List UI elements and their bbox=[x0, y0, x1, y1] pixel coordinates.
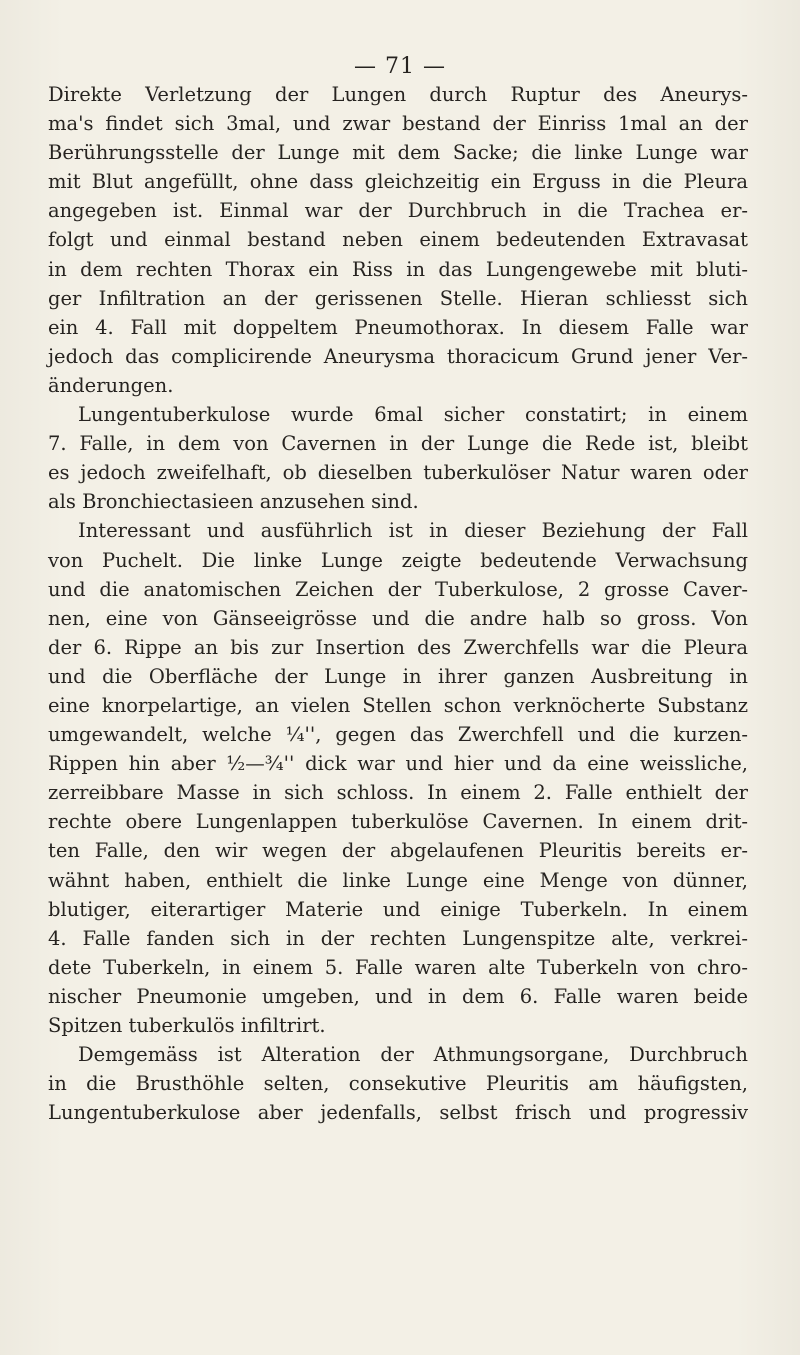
text-line: der 6. Rippe an bis zur Insertion des Zwerchfells war die Pleura bbox=[48, 635, 748, 659]
text-line: es jedoch zweifelhaft, ob dieselben tuberkulöser Natur waren oder bbox=[48, 461, 748, 485]
text-line: Demgemäss ist Alteration der Athmungsorgane, Durchbruch bbox=[78, 1043, 748, 1067]
text-line: von Puchelt. Die linke Lunge zeigte bedeutende Verwachsung bbox=[48, 548, 748, 572]
text-line: Interessant und ausführlich ist in dieser Beziehung der Fall bbox=[78, 519, 748, 543]
text-line: ein 4. Fall mit doppeltem Pneumothorax. In diesem Falle war bbox=[48, 315, 748, 339]
text-line: Berührungsstelle der Lunge mit dem Sacke; die linke Lunge war bbox=[48, 141, 748, 165]
text-line: blutiger, eiterartiger Materie und einige Tuberkeln. In einem bbox=[48, 897, 748, 921]
text-line: folgt und einmal bestand neben einem bedeutenden Extravasat bbox=[48, 228, 748, 252]
text-line: ten Falle, den wir wegen der abgelaufenen Pleuritis bereits er- bbox=[48, 839, 748, 863]
text-line: dete Tuberkeln, in einem 5. Falle waren alte Tuberkeln von chro- bbox=[48, 955, 748, 979]
text-line: ger Infiltration an der gerissenen Stelle. Hieran schliesst sich bbox=[48, 286, 748, 310]
text-line: mit Blut angefüllt, ohne dass gleichzeitig ein Erguss in die Pleura bbox=[48, 170, 748, 194]
text-line: und die anatomischen Zeichen der Tuberkulose, 2 grosse Caver- bbox=[48, 577, 748, 601]
text-line: als Bronchiectasieen anzusehen sind. bbox=[48, 490, 419, 514]
text-line: Lungentuberkulose wurde 6mal sicher constatirt; in einem bbox=[78, 403, 748, 427]
text-line: und die Oberfläche der Lunge in ihrer ganzen Ausbreitung in bbox=[48, 664, 748, 688]
text-line: Spitzen tuberkulös infiltrirt. bbox=[48, 1014, 326, 1037]
text-line: wähnt haben, enthielt die linke Lunge eine Menge von dünner, bbox=[48, 868, 748, 892]
body-text bbox=[48, 80, 748, 1127]
text-line: 4. Falle fanden sich in der rechten Lungenspitze alte, verkrei- bbox=[48, 926, 748, 950]
text-line: Direkte Verletzung der Lungen durch Ruptur des Aneurys- bbox=[48, 83, 748, 106]
text-line: Rippen hin aber ½—¾'' dick war und hier und da eine weissliche, bbox=[48, 752, 748, 776]
text-line: 7. Falle, in dem von Cavernen in der Lunge die Rede ist, bleibt bbox=[48, 432, 748, 456]
text-line: angegeben ist. Einmal war der Durchbruch in die Trachea er- bbox=[48, 199, 748, 223]
text-line: änderungen. bbox=[48, 373, 174, 397]
text-line: nen, eine von Gänseeigrösse und die andre halb so gross. Von bbox=[48, 606, 748, 630]
text-line: ma's findet sich 3mal, und zwar bestand der Einriss 1mal an der bbox=[48, 112, 748, 136]
page-number: — 71 — bbox=[354, 54, 446, 79]
text-line: umgewandelt, welche ¼'', gegen das Zwerchfell und die kurzen- bbox=[48, 723, 748, 747]
text-line: jedoch das complicirende Aneurysma thoracicum Grund jener Ver- bbox=[48, 344, 748, 368]
text-line: eine knorpelartige, an vielen Stellen schon verknöcherte Substanz bbox=[48, 693, 748, 717]
text-line: in die Brusthöhle selten, consekutive Pleuritis am häufigsten, bbox=[48, 1072, 748, 1096]
text-line: in dem rechten Thorax ein Riss in das Lungengewebe mit bluti- bbox=[48, 257, 748, 281]
text-line: rechte obere Lungenlappen tuberkulöse Cavernen. In einem drit- bbox=[48, 810, 748, 834]
text-line: Lungentuberkulose aber jedenfalls, selbst frisch und progressiv bbox=[48, 1101, 748, 1125]
text-line: zerreibbare Masse in sich schloss. In einem 2. Falle enthielt der bbox=[48, 781, 748, 805]
text-line: nischer Pneumonie umgeben, und in dem 6. Falle waren beide bbox=[48, 984, 748, 1008]
